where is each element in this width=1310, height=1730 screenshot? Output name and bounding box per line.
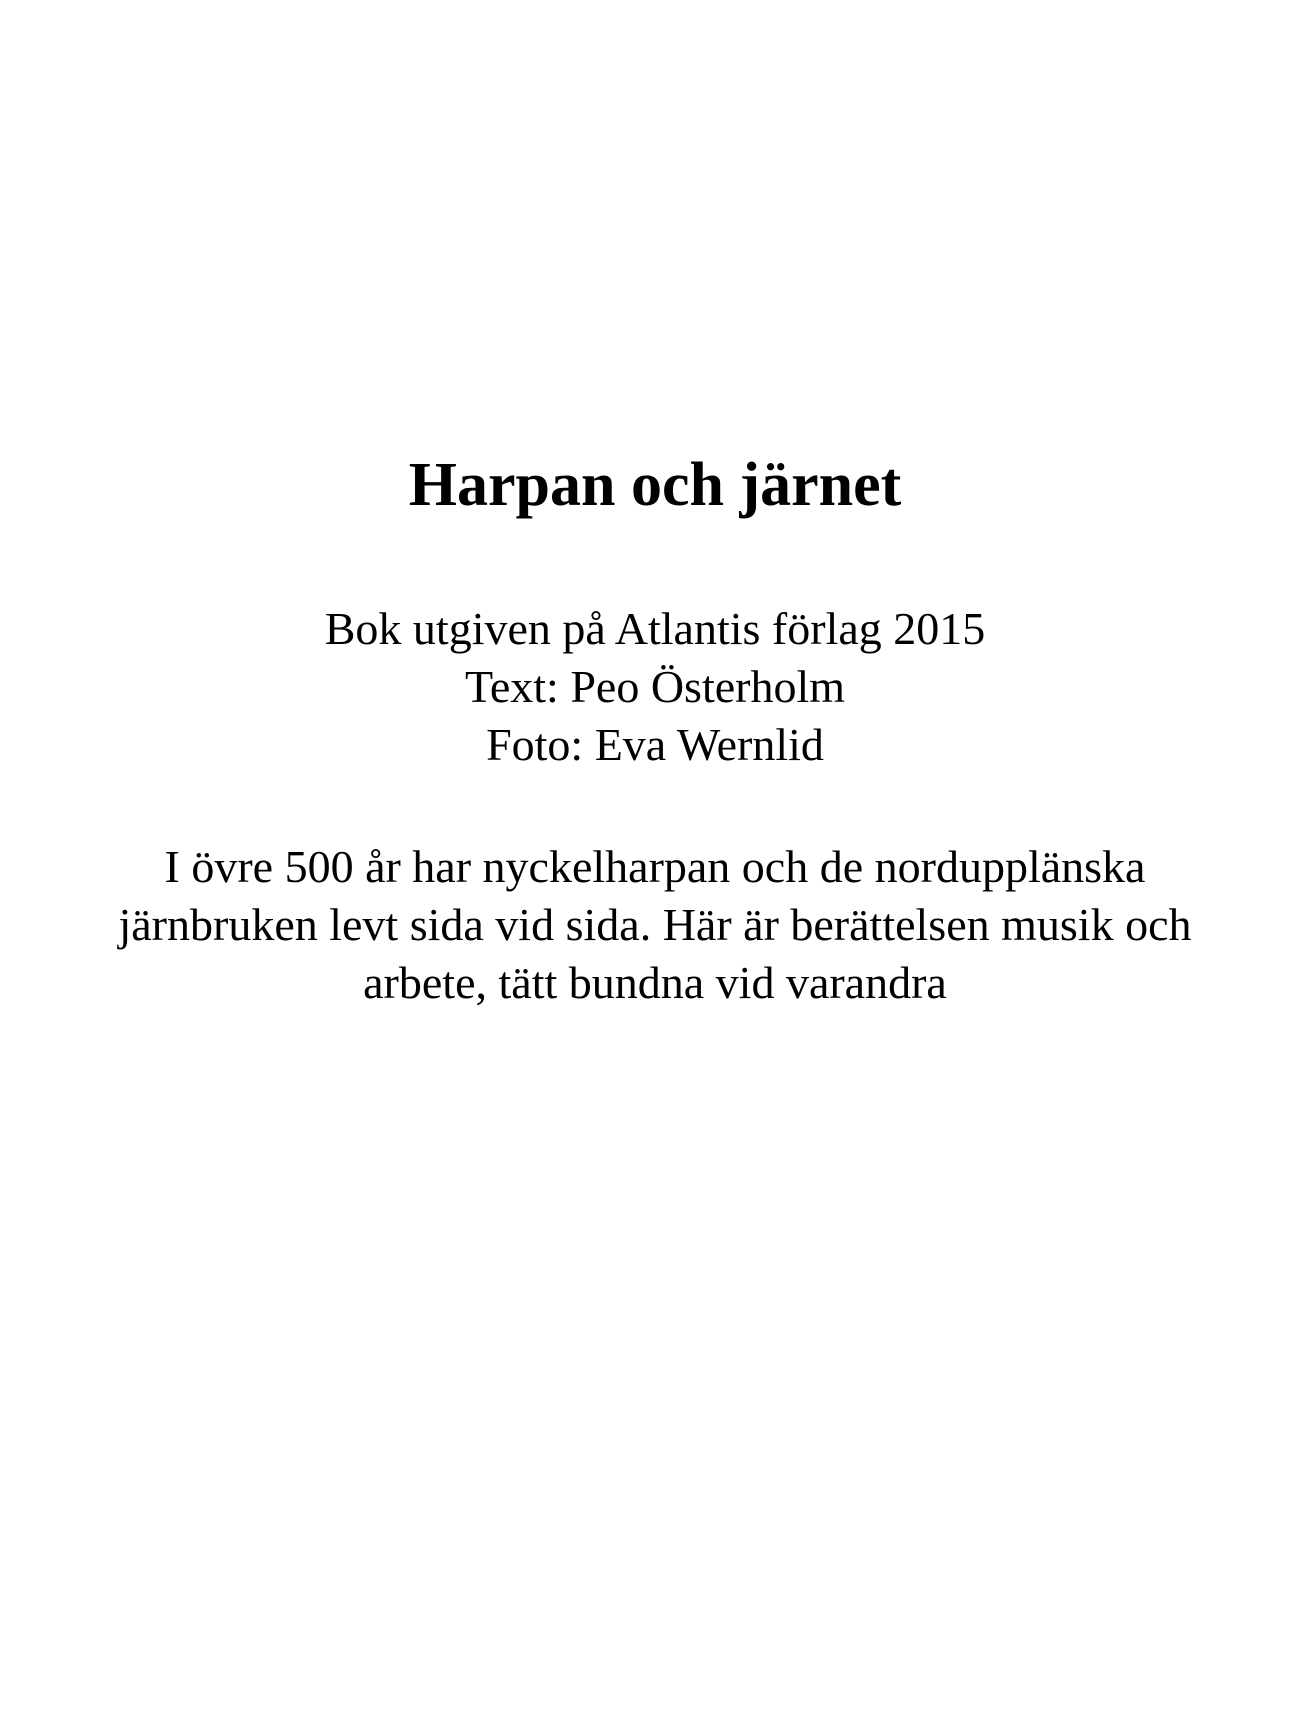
text-credit-line: Text: Peo Österholm (464, 661, 846, 712)
blurb-line: I övre 500 år har nyckelharpan och de nordupplänska (164, 841, 1146, 892)
blurb-line: järnbruken levt sida vid sida. Här är berättelsen musik och (118, 899, 1192, 950)
publication-line: Bok utgiven på Atlantis förlag 2015 (324, 603, 986, 654)
credits-block (0, 600, 1310, 774)
blurb-line: arbete, tätt bundna vid varandra (363, 957, 947, 1008)
document-title: Harpan och järnet (408, 451, 902, 519)
photo-credit-line: Foto: Eva Wernlid (486, 719, 824, 770)
blurb-paragraph (20, 838, 1290, 1012)
